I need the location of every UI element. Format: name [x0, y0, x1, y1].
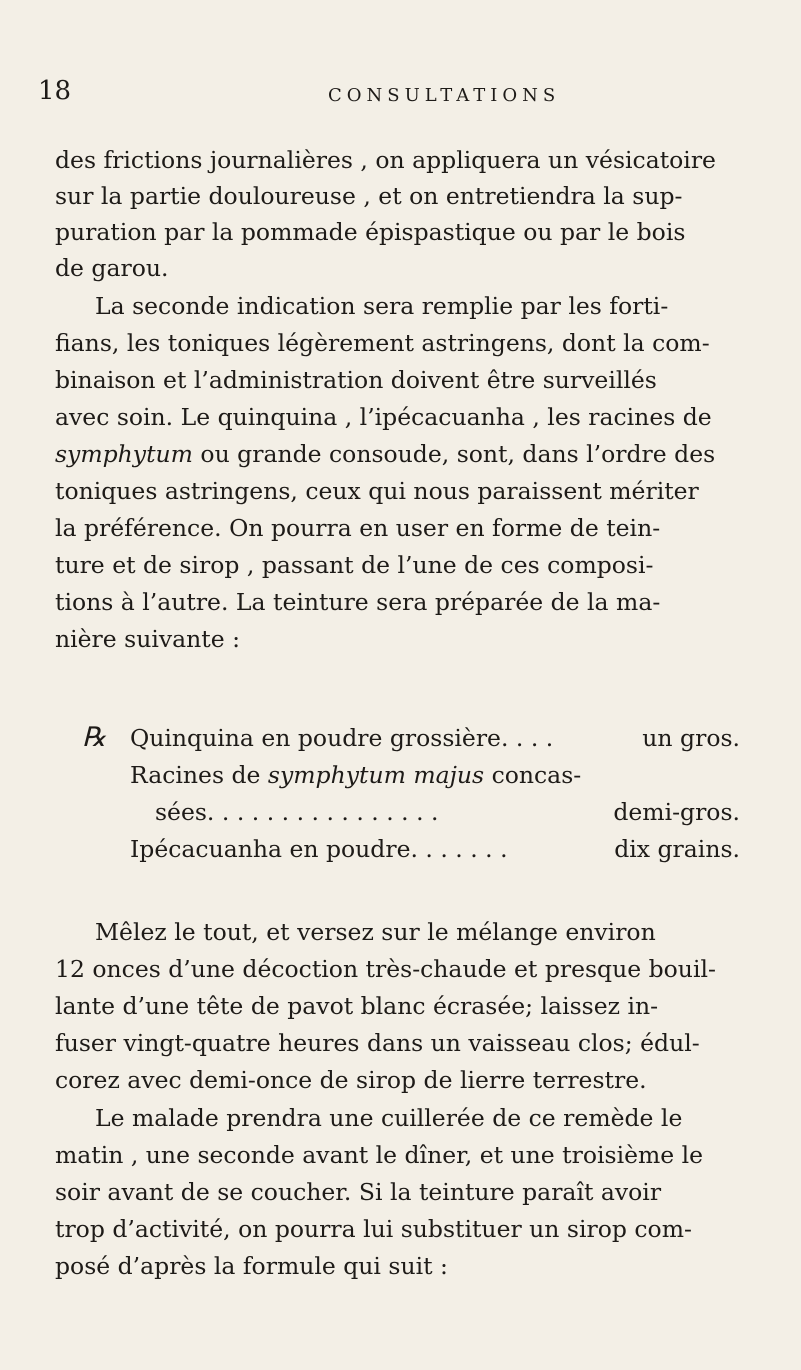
- recipe-line: [130, 720, 770, 756]
- recipe-line: [130, 757, 770, 793]
- page-number: 18: [38, 76, 72, 106]
- text-line: lante d’une tête de pavot blanc écrasée; laissez in-: [55, 992, 659, 1020]
- text-line: 12 onces d’une décoction très-chaude et presque bouil-: [55, 955, 716, 983]
- recipe-ingredient: sées. . . . . . . . . . . . . . . .: [155, 798, 439, 826]
- text-fragment: ou grande consoude, sont, dans l’ordre des: [200, 440, 716, 468]
- text-line: de garou.: [55, 254, 169, 282]
- text-line: binaison et l’administration doivent être surveillés: [55, 366, 657, 394]
- recipe-quantity: un gros.: [642, 724, 740, 752]
- text-line: la préférence. On pourra en user en forme de tein-: [55, 514, 661, 542]
- recipe-quantity: dix grains.: [614, 835, 740, 863]
- recipe-ingredient: Quinquina en poudre grossière. . . .: [130, 724, 554, 752]
- text-line: tions à l’autre. La teinture sera préparée de la ma-: [55, 588, 661, 616]
- text-line: [55, 436, 755, 472]
- text-line: puration par la pommade épispastique ou par le bois: [55, 218, 686, 246]
- recipe-line: [130, 831, 770, 867]
- running-head: CONSULTATIONS: [328, 85, 561, 106]
- text-line: toniques astringens, ceux qui nous paraissent mériter: [55, 477, 699, 505]
- text-line: fuser vingt-quatre heures dans un vaisseau clos; édul-: [55, 1029, 700, 1057]
- italic-term: symphytum majus: [267, 761, 485, 789]
- text-fragment: concas-: [484, 761, 582, 789]
- text-line: posé d’après la formule qui suit :: [55, 1252, 448, 1280]
- text-line: avec soin. Le quinquina , l’ipécacuanha , les racines de: [55, 403, 712, 431]
- text-line: soir avant de se coucher. Si la teinture paraît avoir: [55, 1178, 662, 1206]
- text-line: Mêlez le tout, et versez sur le mélange environ: [95, 918, 656, 946]
- text-line: fians, les toniques légèrement astringens, dont la com-: [55, 329, 710, 357]
- recipe-line: [155, 794, 770, 830]
- text-line: trop d’activité, on pourra lui substituer un sirop com-: [55, 1215, 692, 1243]
- text-line: corez avec demi-once de sirop de lierre terrestre.: [55, 1066, 647, 1094]
- recipe-quantity: demi-gros.: [613, 798, 740, 826]
- text-line: matin , une seconde avant le dîner, et une troisième le: [55, 1141, 704, 1169]
- text-line: nière suivante :: [55, 625, 241, 653]
- text-line: des frictions journalières , on appliquera un vésicatoire: [55, 146, 716, 174]
- text-line: Le malade prendra une cuillerée de ce remède le: [95, 1104, 683, 1132]
- italic-term: symphytum: [55, 440, 193, 468]
- text-line: La seconde indication sera remplie par les forti-: [95, 292, 669, 320]
- text-fragment: Racines de: [130, 761, 268, 789]
- recipe-symbol: ℞: [82, 722, 107, 753]
- recipe-ingredient: Ipécacuanha en poudre. . . . . . .: [130, 835, 508, 863]
- text-line: ture et de sirop , passant de l’une de ces composi-: [55, 551, 654, 579]
- text-line: sur la partie douloureuse , et on entretiendra la sup-: [55, 182, 683, 210]
